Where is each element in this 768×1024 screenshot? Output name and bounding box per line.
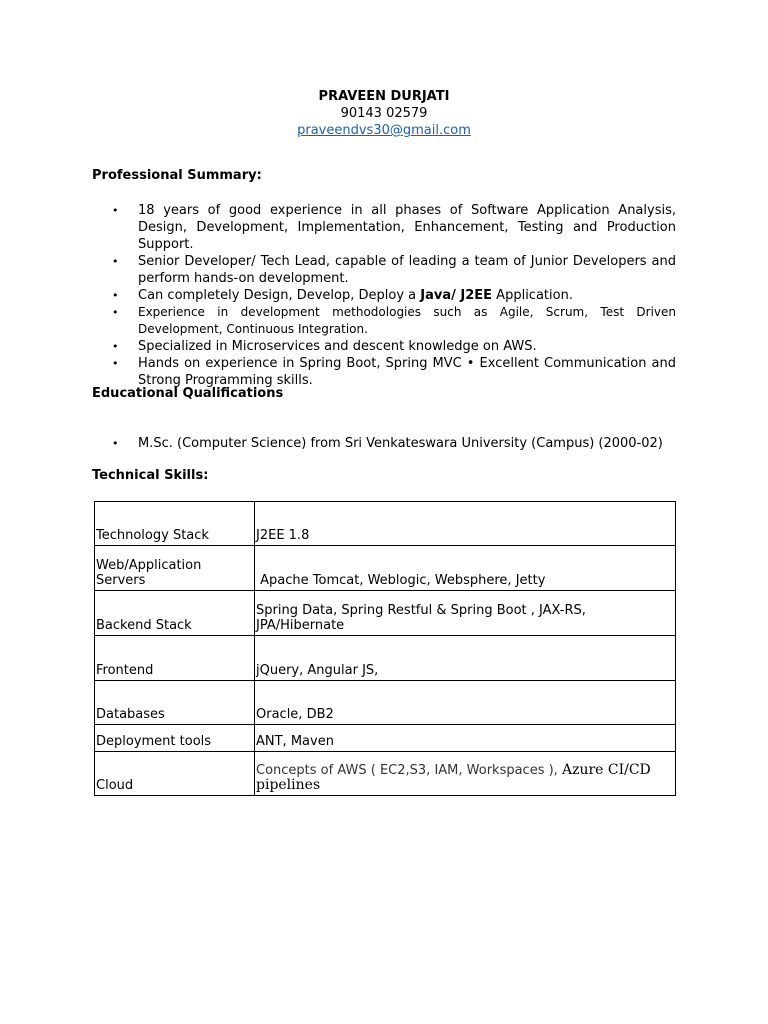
phone-number: 90143 02579 xyxy=(340,106,428,121)
list-item: • Hands on experience in Spring Boot, Spring MVC • Excellent Communication and Strong Programming skills. xyxy=(112,355,676,389)
table-row xyxy=(95,681,676,725)
table-row xyxy=(95,725,676,752)
candidate-name: PRAVEEN DURJATI xyxy=(318,89,450,104)
skill-label: Backend Stack xyxy=(95,591,255,636)
table-row xyxy=(95,752,676,796)
cloud-value-serif: Azure CI/CD pipelines xyxy=(256,762,651,793)
list-item xyxy=(112,287,676,304)
table-row xyxy=(95,591,676,636)
list-item-text: Application. xyxy=(492,288,573,303)
education-heading: Educational Qualifications xyxy=(92,386,284,401)
skill-label: Web/Application Servers xyxy=(95,546,255,591)
skill-label: Technology Stack xyxy=(95,502,255,546)
skill-value: Apache Tomcat, Weblogic, Websphere, Jetty xyxy=(255,546,676,591)
resume-header xyxy=(0,88,768,139)
skill-label: Frontend xyxy=(95,636,255,681)
skill-value: jQuery, Angular JS, xyxy=(255,636,676,681)
table-row xyxy=(95,546,676,591)
skill-value: ANT, Maven xyxy=(255,725,676,752)
table-row xyxy=(95,636,676,681)
list-item: • Experience in development methodologies such as Agile, Scrum, Test Driven Development, Continuous Integration. xyxy=(112,304,676,338)
skill-label: Databases xyxy=(95,681,255,725)
technical-skills-heading: Technical Skills: xyxy=(92,468,209,483)
professional-summary-list xyxy=(112,202,676,389)
skill-value: J2EE 1.8 xyxy=(255,502,676,546)
email-link[interactable]: praveendvs30@gmail.com xyxy=(297,123,471,138)
list-item: • Specialized in Microservices and descent knowledge on AWS. xyxy=(112,338,676,355)
list-item: • 18 years of good experience in all phases of Software Application Analysis, Design, Development, Implementation, Enhancement, Testing and Production Support. xyxy=(112,202,676,253)
skill-value: Spring Data, Spring Restful & Spring Boot , JAX-RS, JPA/Hibernate xyxy=(255,591,676,636)
skill-value: Oracle, DB2 xyxy=(255,681,676,725)
skill-value xyxy=(255,752,676,796)
list-item: • Senior Developer/ Tech Lead, capable of leading a team of Junior Developers and perform hands-on development. xyxy=(112,253,676,287)
java-j2ee-bold: Java/ J2EE xyxy=(420,288,493,303)
education-list xyxy=(112,435,676,452)
cloud-value-text: Concepts of AWS ( EC2,S3, IAM, Workspaces ), xyxy=(256,763,562,778)
skill-label: Deployment tools xyxy=(95,725,255,752)
skill-label: Cloud xyxy=(95,752,255,796)
list-item: • M.Sc. (Computer Science) from Sri Venkateswara University (Campus) (2000-02) xyxy=(112,435,676,452)
list-item-text: Can completely Design, Develop, Deploy a xyxy=(138,288,421,303)
professional-summary-heading: Professional Summary: xyxy=(92,168,262,183)
table-row xyxy=(95,502,676,546)
technical-skills-table xyxy=(94,501,676,796)
